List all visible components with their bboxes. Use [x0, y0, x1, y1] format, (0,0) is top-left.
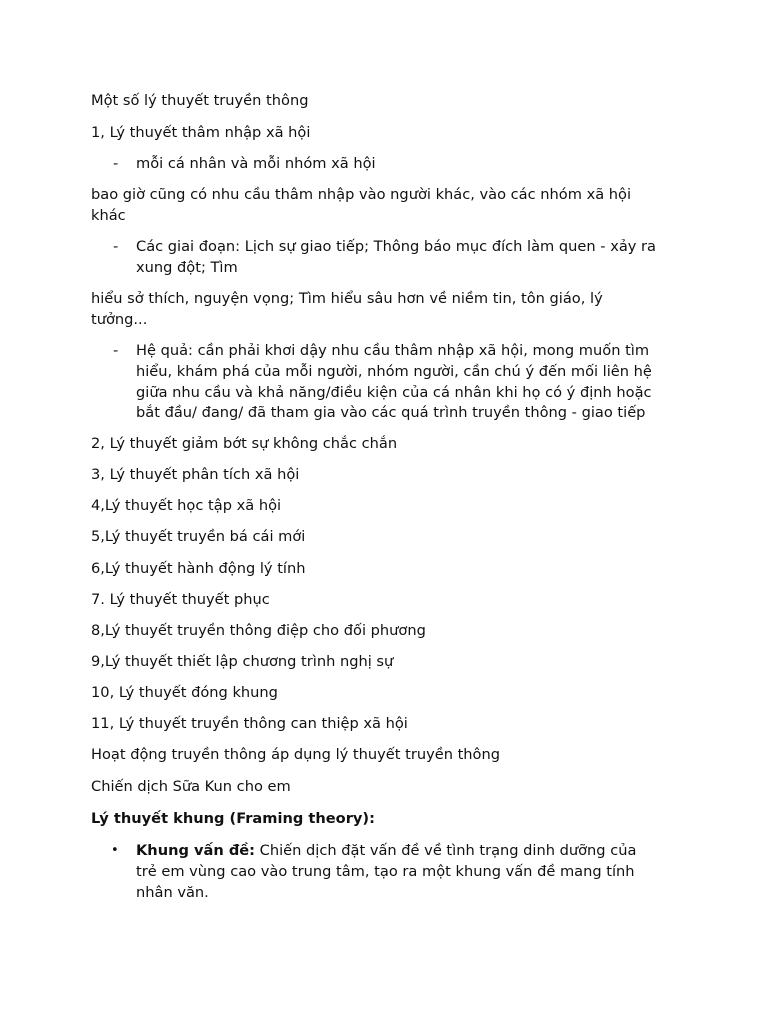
paragraph-1-line-2: khác: [91, 206, 126, 224]
paragraph-2-line-2: tưởng...: [91, 310, 148, 328]
document-title: Một số lý thuyết truyền thông: [91, 92, 309, 109]
bullet-item-1-label: Khung vấn đề:: [136, 842, 256, 859]
bullet-item-1-line-1: [136, 841, 681, 862]
theory-item: 7. Lý thuyết thuyết phục: [91, 591, 270, 608]
theory-item: 10, Lý thuyết đóng khung: [91, 684, 278, 701]
bullet-item-1-line-2: trẻ em vùng cao vào trung tâm, tạo ra một khung vấn đề mang tính: [136, 862, 635, 880]
bullet-item-1-line-1-text: Chiến dịch đặt vấn đề về tình trạng dinh dưỡng của: [255, 842, 637, 859]
dash-marker: -: [113, 342, 119, 359]
dash-item-3-line-1: Hệ quả: cần phải khơi dậy nhu cầu thâm nhập xã hội, mong muốn tìm: [136, 342, 650, 359]
theory-item: 9,Lý thuyết thiết lập chương trình nghị sự: [91, 653, 394, 670]
dash-item-2-line-1: Các giai đoạn: Lịch sự giao tiếp; Thông báo mục đích làm quen - xảy ra: [136, 238, 656, 255]
dash-item-3-line-2: hiểu, khám phá của mỗi người, nhóm người, cần chú ý đến mối liên hệ: [136, 362, 652, 380]
theory-item: 11, Lý thuyết truyền thông can thiệp xã hội: [91, 715, 408, 732]
campaign-name: Chiến dịch Sữa Kun cho em: [91, 778, 291, 795]
dash-item-3-line-3: giữa nhu cầu và khả năng/điều kiện của cá nhân khi họ có ý định hoặc: [136, 383, 652, 401]
theory-item: 3, Lý thuyết phân tích xã hội: [91, 466, 300, 483]
theory-item: 4,Lý thuyết học tập xã hội: [91, 497, 282, 514]
theory-item: 5,Lý thuyết truyền bá cái mới: [91, 528, 306, 545]
theory-item: 2, Lý thuyết giảm bớt sự không chắc chắn: [91, 435, 398, 452]
dash-item-2-line-2: xung đột; Tìm: [136, 258, 238, 276]
bullet-item-1-line-3: nhân văn.: [136, 883, 209, 901]
paragraph-1: [91, 185, 691, 227]
paragraph-2: [91, 289, 691, 331]
framing-theory-heading: Lý thuyết khung (Framing theory):: [91, 810, 375, 827]
theory-item: 6,Lý thuyết hành động lý tính: [91, 560, 306, 577]
theory-1-heading: 1, Lý thuyết thâm nhập xã hội: [91, 124, 311, 141]
bullet-marker: •: [111, 843, 119, 858]
dash-item-3-line-4: bắt đầu/ đang/ đã tham gia vào các quá trình truyền thông - giao tiếp: [136, 404, 646, 422]
theory-item: 8,Lý thuyết truyền thông điệp cho đối phương: [91, 622, 426, 639]
dash-marker: -: [113, 155, 119, 172]
dash-item-1-text: mỗi cá nhân và mỗi nhóm xã hội: [136, 155, 376, 172]
activity-heading: Hoạt động truyền thông áp dụng lý thuyết truyền thông: [91, 746, 501, 763]
paragraph-1-line-1: bao giờ cũng có nhu cầu thâm nhập vào người khác, vào các nhóm xã hội: [91, 186, 632, 203]
paragraph-2-line-1: hiểu sở thích, nguyện vọng; Tìm hiểu sâu hơn về niềm tin, tôn giáo, lý: [91, 290, 603, 307]
dash-marker: -: [113, 238, 119, 255]
